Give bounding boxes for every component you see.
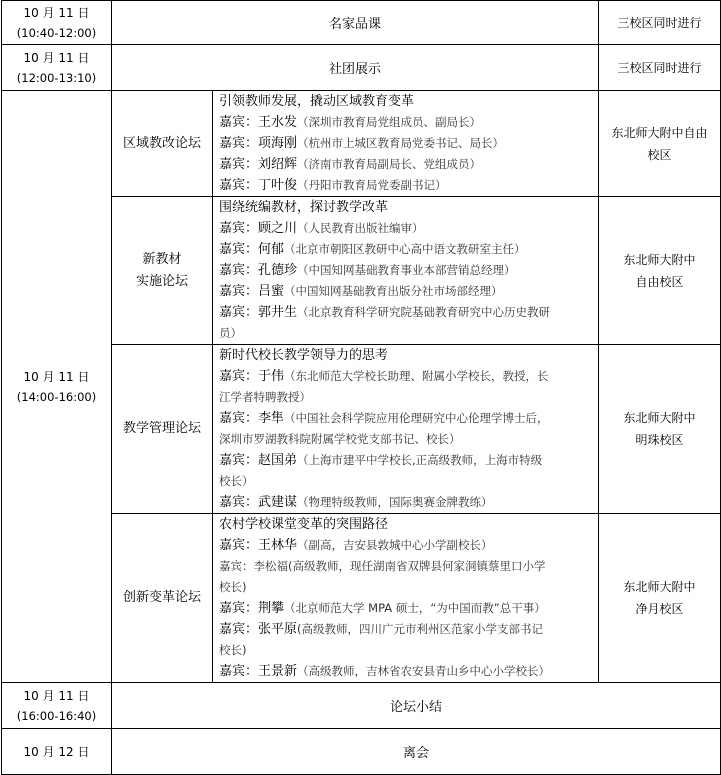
guest-desc: （中国知网基础教育出版分社市场部经理） (284, 284, 503, 298)
venue-cell (599, 514, 721, 683)
schedule-row-summary (2, 683, 721, 729)
guest-label: 嘉宾： (219, 369, 259, 384)
venue-cell: 三校区同时进行 (599, 1, 721, 45)
guest-desc: （人民教育出版社编审） (297, 221, 424, 235)
guest-line (219, 175, 592, 196)
guest-name: 孔德珍 (258, 263, 298, 278)
guest-name: 于伟 (258, 369, 285, 384)
guest-desc: (高级教师，四川广元市利州区范家小学支部书记 (297, 622, 544, 636)
event-cell: 社团展示 (112, 45, 599, 91)
venue-cell: 三校区同时进行 (599, 45, 721, 91)
guest-name: 顾之川 (258, 221, 298, 236)
venue-line: 东北师大附中自由 (611, 125, 708, 140)
time-text: (12:00-13:10) (16, 70, 97, 85)
guest-line (219, 598, 592, 619)
date-cell (2, 91, 112, 683)
venue-line: 东北师大附中 (623, 411, 696, 425)
guest-desc: （中国知网基础教育事业本部营销总经理） (297, 263, 516, 277)
guest-desc: （物理特级教师，国际奥赛金牌教练） (297, 495, 493, 509)
guest-label: 嘉宾： (219, 136, 259, 151)
guest-name: 张平原 (258, 622, 298, 637)
schedule-table (1, 0, 721, 775)
guest-label: 嘉宾： (219, 263, 259, 278)
guest-line (219, 366, 592, 387)
guest-name: 李隼 (258, 411, 285, 426)
forum-topic: 新时代校长教学领导力的思考 (219, 348, 389, 363)
guest-desc: (高级教师，现任湖南省双牌县何家洞镇蔡里口小学 (288, 559, 546, 573)
guest-name: 吕蜜 (258, 284, 285, 299)
guest-desc: （中国社会科学院应用伦理研究中心伦理学博士后， (284, 411, 549, 425)
date-text: 10 月 12 日 (23, 744, 90, 759)
guest-line (219, 450, 592, 471)
forum-content (213, 345, 599, 514)
guest-name: 刘绍辉 (258, 157, 298, 172)
guest-desc: （丹阳市教育局党委副书记） (297, 178, 447, 192)
guest-desc: （杭州市上城区教育局党委书记、局长） (297, 136, 505, 150)
guest-desc: （济南市教育局副局长、党组成员） (297, 157, 482, 171)
forum-content (213, 197, 599, 345)
guest-label: 嘉宾： (219, 411, 259, 426)
guest-line (219, 492, 592, 513)
guest-line (219, 133, 592, 154)
guest-desc: （北京市朝阳区教研中心高中语文教研室主任） (284, 242, 526, 256)
guest-desc: （上海市建平中学校长,正高级教师，上海市特级 (297, 453, 543, 467)
venue-cell (599, 197, 721, 345)
forum-name: 教学管理论坛 (112, 345, 213, 514)
time-text: (14:00-16:00) (16, 389, 97, 404)
schedule-row-1 (2, 1, 721, 45)
guest-desc-cont: 深圳市罗湖教科院附属学校党支部书记、校长） (219, 432, 461, 446)
guest-desc: （副高，吉安县敦城中心小学副校长） (297, 538, 493, 552)
guest-line (219, 239, 592, 260)
guest-line (219, 535, 592, 556)
guest-label: 嘉宾： (219, 115, 259, 130)
guest-label: 嘉宾： (219, 453, 259, 468)
forum-row-regional (2, 91, 721, 197)
guest-name: 项海刚 (258, 136, 298, 151)
venue-line: 自由校区 (635, 274, 684, 289)
forum-content (213, 514, 599, 683)
event-cell: 论坛小结 (112, 683, 721, 729)
guest-line (219, 619, 592, 640)
time-text: (10:40-12:00) (16, 25, 97, 40)
guest-label: 嘉宾： (219, 284, 259, 299)
guest-desc: （北京教育科学研究院基础教育研究中心历史教研 (297, 305, 551, 319)
venue-line: 明珠校区 (635, 433, 684, 447)
date-cell (2, 1, 112, 45)
guest-name: 王水发 (258, 115, 298, 130)
guest-name: 何郁 (258, 242, 285, 257)
forum-name: 创新变革论坛 (112, 514, 213, 683)
forum-topic: 围绕统编教材，探讨教学改革 (219, 200, 389, 215)
guest-name: 荆攀 (258, 601, 285, 616)
date-cell (2, 45, 112, 91)
date-cell (2, 683, 112, 729)
guest-desc: （高级教师，吉林省农安县青山乡中心小学校长） (297, 664, 551, 678)
guest-desc: （北京师范大学 MPA 硕士，“为中国而教”总干事） (284, 601, 546, 615)
guest-label: 嘉宾： (219, 221, 259, 236)
guest-line (219, 281, 592, 302)
guest-desc: （深圳市教育局党组成员、副局长） (297, 115, 482, 129)
guest-name: 李松福 (253, 559, 288, 573)
guest-desc-cont: 校长) (219, 580, 247, 594)
date-text: 10 月 11 日 (23, 5, 90, 20)
date-text: 10 月 11 日 (23, 688, 90, 703)
date-text: 10 月 11 日 (23, 50, 90, 65)
guest-line (219, 302, 592, 323)
forum-content (213, 91, 599, 197)
guest-label: 嘉宾： (219, 495, 259, 510)
guest-name: 王林华 (258, 538, 298, 553)
guest-line (219, 260, 592, 281)
guest-desc-cont: 员） (219, 326, 242, 340)
guest-label: 嘉宾： (219, 559, 254, 573)
forum-topic: 引领教师发展，撬动区域教育变革 (219, 94, 415, 109)
forum-name-line: 实施论坛 (135, 273, 188, 289)
guest-label: 嘉宾： (219, 157, 259, 172)
guest-name: 丁叶俊 (258, 178, 298, 193)
guest-name: 赵国弟 (258, 453, 298, 468)
forum-name: 区域教改论坛 (112, 91, 213, 197)
guest-line (219, 112, 592, 133)
venue-line: 东北师大附中 (623, 580, 696, 594)
guest-name: 王景新 (258, 664, 298, 679)
guest-label: 嘉宾： (219, 622, 259, 637)
event-cell: 名家品课 (112, 1, 599, 45)
guest-desc: （东北师范大学校长助理、附属小学校长，教授，长 (284, 369, 549, 383)
guest-label: 嘉宾： (219, 601, 259, 616)
forum-name (112, 197, 213, 345)
guest-desc-cont: 校长) (219, 643, 247, 657)
guest-label: 嘉宾： (219, 242, 259, 257)
guest-line (219, 556, 592, 577)
date-text: 10 月 11 日 (23, 369, 90, 384)
time-text: (16:00-16:40) (16, 708, 97, 723)
schedule-row-2 (2, 45, 721, 91)
guest-line (219, 661, 592, 682)
guest-label: 嘉宾： (219, 305, 259, 320)
event-cell: 离会 (112, 729, 721, 775)
guest-desc-cont: 校长） (219, 474, 254, 488)
venue-line: 校区 (647, 147, 672, 162)
venue-line: 净月校区 (635, 602, 684, 616)
guest-label: 嘉宾： (219, 538, 259, 553)
guest-line (219, 154, 592, 175)
guest-desc-cont: 江学者特聘教授） (219, 390, 311, 404)
guest-label: 嘉宾： (219, 178, 259, 193)
guest-name: 郭井生 (258, 305, 298, 320)
guest-name: 武建谋 (258, 495, 298, 510)
venue-cell (599, 345, 721, 514)
forum-name-line: 新教材 (142, 251, 182, 267)
venue-line: 东北师大附中 (623, 252, 696, 267)
forum-topic: 农村学校课堂变革的突围路径 (219, 517, 389, 532)
guest-label: 嘉宾： (219, 664, 259, 679)
guest-line (219, 218, 592, 239)
guest-line (219, 408, 592, 429)
venue-cell (599, 91, 721, 197)
